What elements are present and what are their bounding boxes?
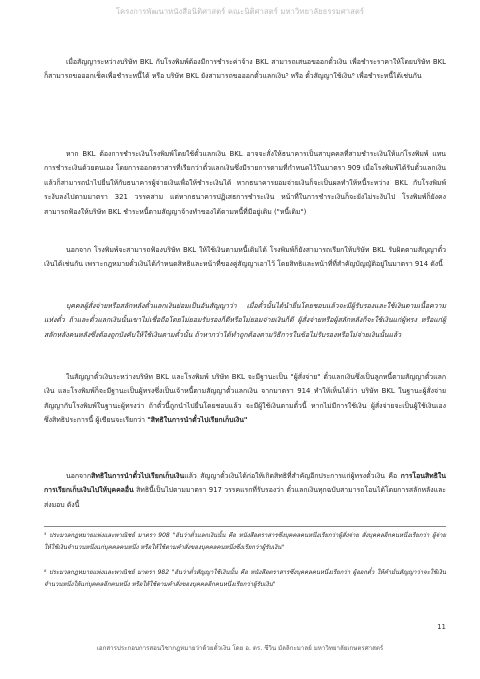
paragraph-6-text: [44, 469, 446, 512]
right-to-collect-bold: สิทธิในการนำตั๋วไปเรียกเก็บเงิน: [91, 472, 185, 480]
paragraph-6-end: สิทธินี้เป็นไปตามมาตรา 917 วรรคแรกที่รับรองว่า ตั๋วแลกเงินทุกฉบับสามารถโอนได้โดยการสลักหลังและส่งมอบ ดังนี้: [44, 486, 446, 509]
paragraph-6: [44, 469, 446, 512]
paragraph-5-body: ในสัญญาตั๋วเงินระหว่างบริษัท BKL และโรงพิมพ์ บริษัท BKL จะมีฐานะเป็น "ผู้สั่งจ่าย" ตั๋วแลกเงินซึ่งเป็นลูกหนี้ตามสัญญาตั๋วแลกเงิน และโรงพิมพ์ก็จะมีฐานะเป็นผู้ทรงซึ่งเป็นเจ้าหนี้ตามสัญญาตั๋วแลกเงิน จากมาตรา 914 ทำให้เห็นได้ว่า บริษัท BKL ในฐานะผู้สั่งจ่าย สัญญากับโรงพิมพ์ในฐานะผู้ทรงว่า ถ้าตั๋วนี้ถูกนำไปยื่นโดยชอบแล้ว จะมีผู้ใช้เงินตามตั๋วนี้ หากไม่มีการใช้เงิน ผู้สั่งจ่ายจะเป็นผู้ใช้เงินเอง ซึ่งสิทธิประการนี้ ผู้เขียนจะเรียกว่า: [44, 373, 446, 425]
paragraph-6-mid: แล้ว สัญญาตั๋วเงินได้ก่อให้เกิดสิทธิที่สำคัญอีกประการแก่ผู้ทรงตั๋วเงิน คือ: [184, 472, 401, 480]
footnote-6-text: ⁶ ประมวลกฎหมายแพ่งและพาณิชย์ มาตรา 982 "อันว่าตั๋วสัญญาใช้เงินนั้น คือ หนังสือตราสารซึ่งบุคคลคนหนึ่งเรียกว่า ผู้ออกตั๋ว ให้คำมั่นสัญญาว่าจะใช้เงินจำนวนหนึ่งให้แก่บุคคลอีกคนหนึ่ง หรือให้ใช้ตามคำสั่งของบุคคลอีกคนหนึ่งเรียกว่าผู้รับเงิน": [44, 569, 446, 588]
paragraph-3: [44, 243, 446, 272]
paragraph-6-lead: นอกจาก: [66, 472, 92, 480]
footnote-5-text: ⁵ ประมวลกฎหมายแพ่งและพาณิชย์ มาตรา 908 "อันว่าตั๋วแลกเงินนั้น คือ หนังสือตราสารซึ่งบุคคลคนหนึ่งเรียกว่าผู้สั่งจ่าย สั่งบุคคลอีกคนหนึ่งเรียกว่า ผู้จ่าย ให้ใช้เงินจำนวนหนึ่งแก่บุคคลคนหนึ่ง หรือให้ใช้ตามคำสั่งของบุคคลคนหนึ่งซึ่งเรียกว่าผู้รับเงิน": [44, 532, 446, 551]
running-header: โครงการพัฒนาหนังสือนิติศาสตร์ คณะนิติศาสตร์ มหาวิทยาลัยธรรมศาสตร์: [115, 7, 365, 16]
right-to-collect-term: "สิทธิในการนำตั๋วไปเรียกเก็บเงิน": [147, 416, 248, 425]
paragraph-2: [44, 147, 446, 219]
paragraph-5: [44, 370, 446, 428]
footnote-divider: [44, 526, 446, 527]
paragraph-2-text: หาก BKL ต้องการชำระเงินโรงพิมพ์โดยใช้ตั๋วแลกเงิน BKL อาจจะสั่งให้ธนาคารเป็นสาบุคคลที่สามชำระเงินให้แก่โรงพิมพ์ แทนการชำระเงินด้วยตนเอง โดยการออกตราสารที่เรียกว่าตั๋วแลกเงินซึ่งมีรายการตามที่กำหนดไว้ในมาตรา 909 เมื่อโรงพิมพ์ได้รับตั๋วแลกเงินแล้วก็สามารถนำไปยื่นให้กับธนาคารผู้จ่ายเงินเพื่อให้ชำระเงินได้ หากธนาคารยอมจ่ายเงินก็จะเป็นผลทำให้หนี้ระหว่าง BKL กับโรงพิมพ์ระงับลงไปตามมาตรา 321 วรรคสาม แต่หากธนาคารปฏิเสธการชำระเงิน หน้าที่ในการชำระเงินก็จะยังไม่ระงับไป โรงพิมพ์ก็ยังคงสามารถฟ้องให้บริษัท BKL ชำระหนี้ตามสัญญาจ้างทำของได้ตามหนี้ที่มีอยู่เดิม ("หนี้เดิม"): [44, 150, 446, 216]
paragraph-1-text: เมื่อสัญญาระหว่างบริษัท BKL กับโรงพิมพ์ต้องมีการชำระค่าจ้าง BKL สามารถเสนอขออกตั๋วเงิน เพื่อชำระราคาให้โดยบริษัท BKL ก็สามารถขอออกเช็คเพื่อชำระหนี้ได้ หรือ บริษัท BKL ยังสามารถขอออกตั๋วแลกเงิน⁵ หรือ ตั๋วสัญญาใช้เงิน⁶ เพื่อชำระหนี้ได้เช่นกัน: [44, 58, 446, 81]
statute-quote-914: [44, 299, 446, 342]
paragraph-3-text: นอกจาก โรงพิมพ์จะสามารถฟ้องบริษัท BKL ให้ใช้เงินตามหนี้เดิมได้ โรงพิมพ์ก็ยังสามารถเรียกให้บริษัท BKL รับผิดตามสัญญาตั๋วเงินได้เช่นกัน เพราะกฎหมายตั๋วเงินได้กำหนดสิทธิและหน้าที่ของคู่สัญญาเอาไว้ โดยสิทธิและหน้าที่ที่สำคัญบัญญัติอยู่ในมาตรา 914 ดังนี้: [44, 246, 446, 269]
transfer-right-bold: การโอนสิทธิในการเรียกเก็บเงินไปให้บุคคลอื่น: [44, 472, 446, 495]
paragraph-1: [44, 55, 446, 84]
footnote-5: [44, 530, 446, 553]
running-footer: เอกสารประกอบการสอนวิชากฎหมายว่าด้วยตั๋วเงิน โดย อ. ดร. ชีวิน มัลลิกะมาลย์ มหาวิทยาลัยเกษตรศาสตร์: [96, 645, 384, 652]
paragraph-5-text: [44, 370, 446, 428]
page-number: 11: [437, 623, 446, 631]
statute-quote-text: บุคคลผู้สั่งจ่ายหรือสลักหลังตั๋วแลกเงินย่อมเป็นอันสัญญาว่า เมื่อตั๋วนั้นได้นำยื่นโดยชอบแล้วจะมีผู้รับรองและใช้เงินตามเนื้อความแห่งตั๋ว ถ้าและตั๋วแลกเงินนั้นเขาไม่เชื่อถือโดยไม่ยอมรับรองก็ดีหรือไม่ยอมจ่ายเงินก็ดี ผู้สั่งจ่ายหรือผู้สลักหลังก็จะใช้เงินแก่ผู้ทรง หรือแก่ผู้สลักหลังคนหลังซึ่งต้องถูกบังคับให้ใช้เงินตามตั๋วนั้น ถ้าหากว่าได้ทำถูกต้องตามวิธีการในข้อไม่รับรองหรือไม่จ่ายเงินนั้นแล้ว: [44, 302, 446, 339]
footnote-6: [44, 567, 446, 590]
